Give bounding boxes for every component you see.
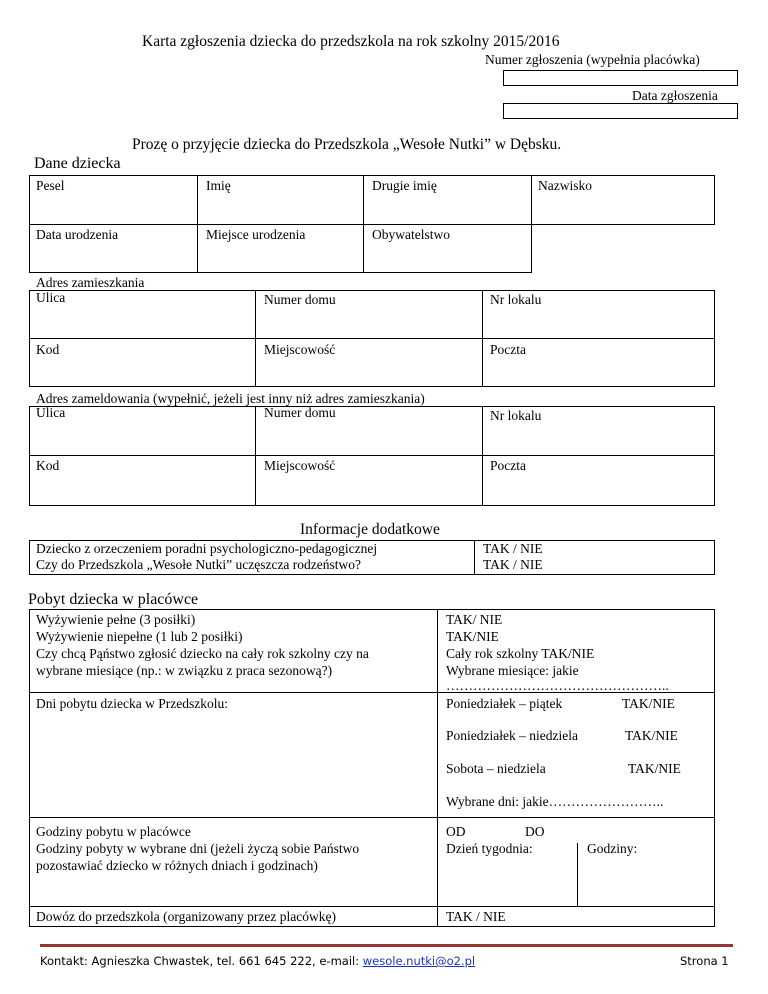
data-zgloszenia-field[interactable] [503, 103, 738, 119]
zam-kod-label: Kod [36, 342, 60, 357]
zam2-kod-label: Kod [36, 458, 60, 473]
dni-d3-value: TAK/NIE [628, 761, 681, 776]
pobyt-l4: wybrane miesiące (np.: w związku z praca sezonową?) [36, 663, 333, 678]
footer-email-link[interactable]: wesole.nutki@o2.pl [362, 954, 476, 968]
informacje-q2: Czy do Przedszkola „Wesołe Nutki” uczęszcza rodzeństwo? [36, 557, 362, 572]
pesel-label: Pesel [36, 178, 65, 193]
zam-ulica-label: Ulica [36, 290, 66, 305]
zam2-ulica-label: Ulica [36, 405, 66, 420]
footer-page-number: Strona 1 [680, 954, 729, 968]
informacje-q1: Dziecko z orzeczeniem poradni psychologiczno-pedagogicznej [36, 541, 378, 556]
footer-rule [40, 944, 733, 947]
zam2-numer-domu-label: Numer domu [264, 405, 336, 420]
numer-zgloszenia-label: Numer zgłoszenia (wypełnia placówka) [485, 52, 700, 67]
zam-poczta-label: Poczta [490, 342, 526, 357]
dni-d1: Poniedziałek – piątek [446, 696, 563, 711]
godziny-pobytu-l3: pozostawiać dziecko w różnych dniach i godzinach) [36, 858, 318, 873]
do-label: DO [525, 824, 545, 839]
request-line: Prozę o przyjęcie dziecka do Przedszkola „Wesołe Nutki” w Dębsku. [132, 136, 562, 153]
zam2-miejscowosc-label: Miejscowość [264, 458, 336, 473]
form-title: Karta zgłoszenia dziecka do przedszkola na rok szkolny 2015/2016 [142, 33, 560, 50]
pobyt-r2: TAK/NIE [446, 629, 499, 644]
informacje-heading: Informacje dodatkowe [300, 521, 440, 538]
dni-d4: Wybrane dni: jakie…………………….. [446, 794, 664, 809]
dni-d1-value: TAK/NIE [622, 696, 675, 711]
data-zgloszenia-label: Data zgłoszenia [632, 88, 718, 103]
dzien-tygodnia-label: Dzień tygodnia: [446, 841, 533, 856]
od-label: OD [446, 824, 466, 839]
nazwisko-label: Nazwisko [538, 178, 592, 193]
drugie-imie-label: Drugie imię [372, 178, 437, 193]
imie-label: Imię [206, 178, 231, 193]
adres-zameldowania-table [29, 406, 715, 506]
adres-zamieszkania-heading: Adres zamieszkania [36, 275, 145, 290]
pobyt-r1: TAK/ NIE [446, 612, 503, 627]
informacje-a2: TAK / NIE [483, 557, 543, 572]
numer-zgloszenia-field[interactable] [503, 70, 738, 86]
adres-zameldowania-heading: Adres zameldowania (wypełnić, jeżeli jest inny niż adres zamieszkania) [36, 391, 425, 406]
pobyt-l3: Czy chcą Pąństwo zgłosić dziecko na cały rok szkolny czy na [36, 646, 369, 661]
dowoz-value: TAK / NIE [446, 909, 506, 924]
pobyt-r4: Wybrane miesiące: jakie [446, 663, 579, 678]
informacje-a1: TAK / NIE [483, 541, 543, 556]
zam-nr-lokalu-label: Nr lokalu [490, 292, 542, 307]
zam-miejscowosc-label: Miejscowość [264, 342, 336, 357]
zam2-nr-lokalu-label: Nr lokalu [490, 408, 542, 423]
pobyt-heading: Pobyt dziecka w placówce [28, 591, 199, 608]
godziny-pobytu-l2: Godziny pobyty w wybrane dni (jeżeli życzą sobie Państwo [36, 841, 360, 856]
godziny-pobytu-l1: Godziny pobytu w placówce [36, 824, 191, 839]
dane-dziecka-heading: Dane dziecka [34, 155, 121, 172]
obywatelstwo-label: Obywatelstwo [372, 227, 450, 242]
dni-d3: Sobota – niedziela [446, 761, 546, 776]
dni-d2-value: TAK/NIE [625, 728, 678, 743]
dni-d2: Poniedziałek – niedziela [446, 728, 578, 743]
dni-pobytu-label: Dni pobytu dziecka w Przedszkolu: [36, 696, 228, 711]
footer-contact-text: Kontakt: Agnieszka Chwastek, tel. 661 645 222, e-mail: [40, 954, 363, 968]
zam2-poczta-label: Poczta [490, 458, 526, 473]
pobyt-l1: Wyżywienie pełne (3 posiłki) [36, 612, 196, 627]
footer-contact [40, 954, 475, 968]
dowoz-label: Dowóz do przedszkola (organizowany przez placówkę) [36, 909, 336, 924]
miejsce-urodzenia-label: Miejsce urodzenia [206, 227, 306, 242]
zam-numer-domu-label: Numer domu [264, 292, 336, 307]
pobyt-l2: Wyżywienie niepełne (1 lub 2 posiłki) [36, 629, 243, 644]
godziny-label: Godziny: [587, 841, 638, 856]
data-urodzenia-label: Data urodzenia [36, 227, 119, 242]
pobyt-r5: ………………………………………….. [446, 678, 669, 693]
pobyt-r3: Cały rok szkolny TAK/NIE [446, 646, 595, 661]
